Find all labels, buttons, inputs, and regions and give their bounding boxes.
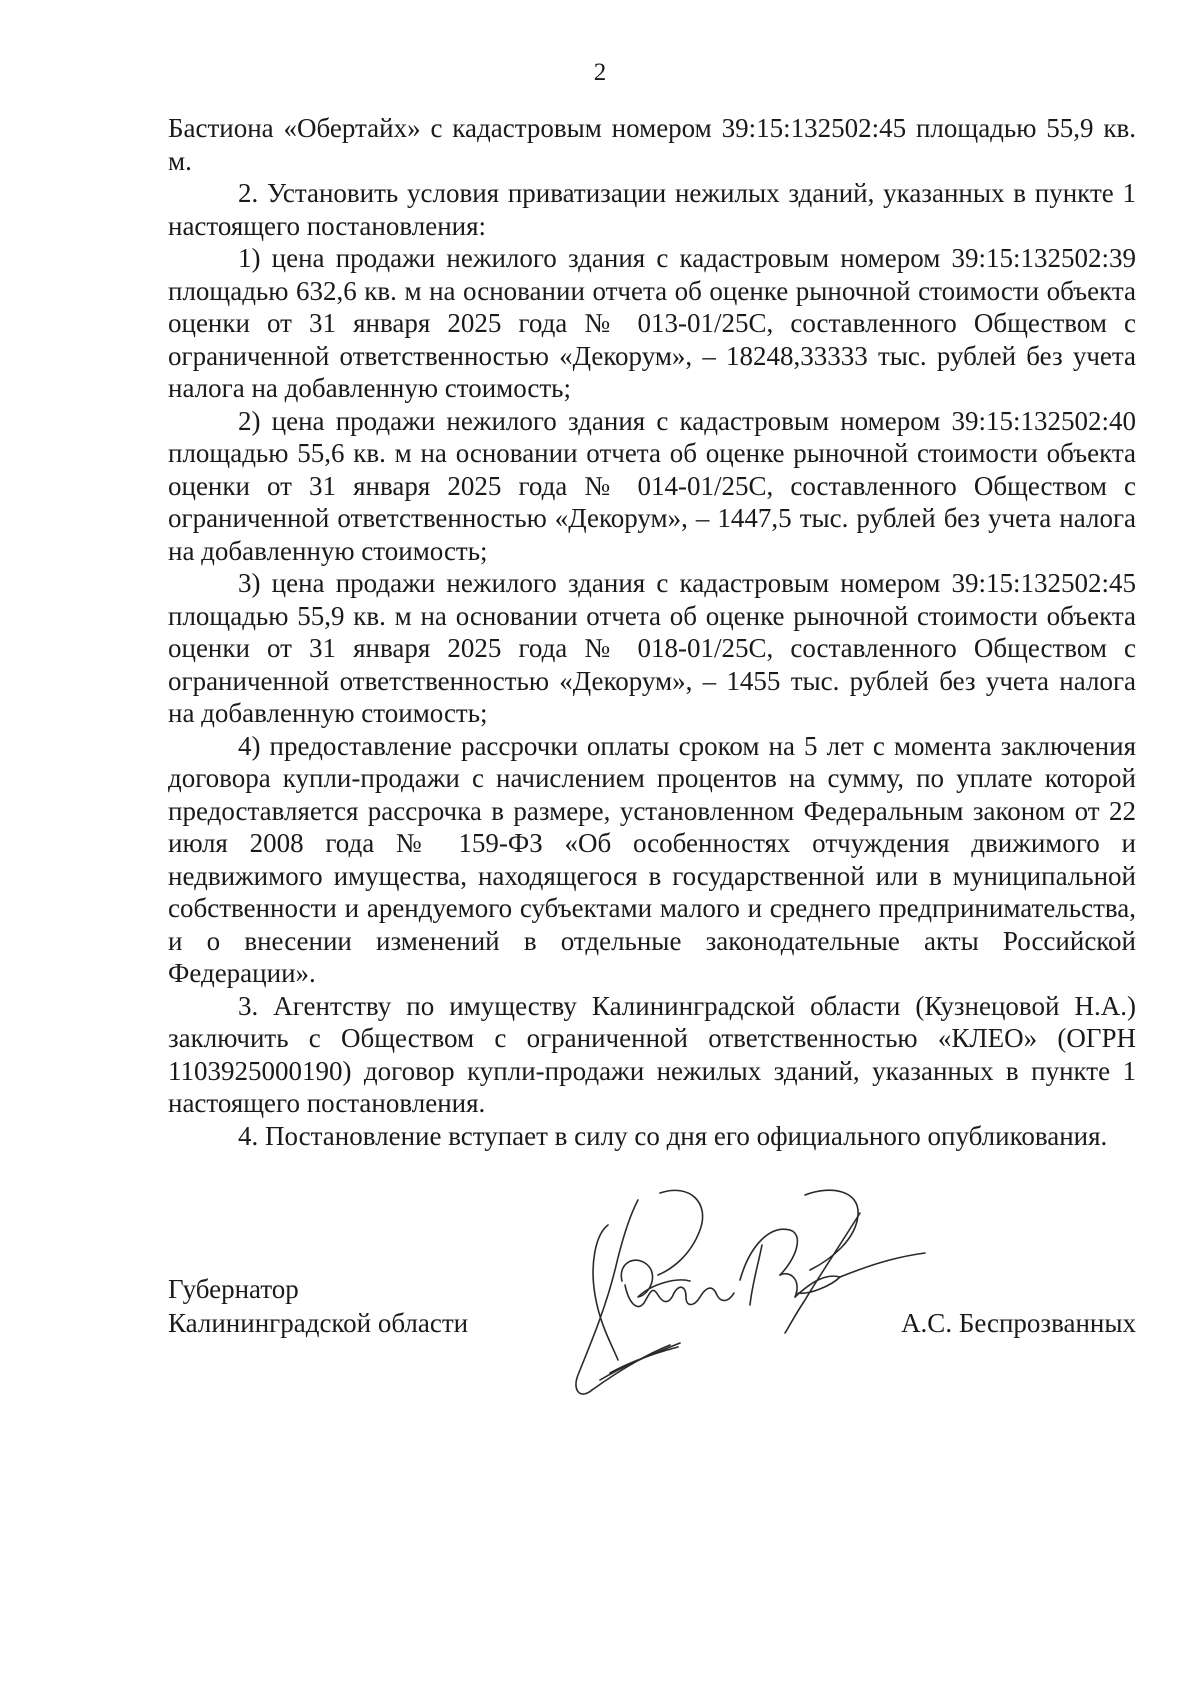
paragraph-continuation: Бастиона «Обертайх» с кадастровым номером 39:15:132502:45 площадью 55,9 кв. м. — [168, 113, 1136, 176]
document-body — [168, 112, 1136, 1152]
signatory-position-line2: Калининградской области — [168, 1308, 469, 1338]
signature-block — [168, 1273, 1136, 1353]
paragraph-item-4: 4. Постановление вступает в силу со дня его официального опубликования. — [238, 1120, 1108, 1151]
paragraph-subitem-3: 3) цена продажи нежилого здания с кадастровым номером 39:15:132502:45 площадью 55,9 кв. м на основании отчета об оценке рыночной стоимости объекта оценки от 31 января 2025 года № 018-01/25С, составленного Обществом с ограниченной ответственностью «Декорум», – 1455 тыс. рублей без учета налога на добавленную стоимость; — [168, 568, 1136, 728]
page-number: 2 — [593, 59, 607, 86]
paragraph-item-2: 2. Установить условия приватизации нежилых зданий, указанных в пункте 1 настоящего постановления: — [168, 178, 1136, 241]
paragraph-item-3: 3. Агентству по имуществу Калининградской области (Кузнецовой Н.А.) заключить с Обществом с ограниченной ответственностью «КЛЕО» (ОГРН 1103925000190) договор купли-продажи нежилых зданий, указанных в пункте 1 настоящего постановления. — [168, 990, 1136, 1118]
paragraph-subitem-1: 1) цена продажи нежилого здания с кадастровым номером 39:15:132502:39 площадью 632,6 кв. м на основании отчета об оценке рыночной стоимости объекта оценки от 31 января 2025 года № 013-01/25С, составленного Обществом с ограниченной ответственностью «Декорум», – 18248,33333 тыс. рублей без учета налога на добавленную стоимость; — [168, 243, 1136, 403]
paragraph-subitem-4: 4) предоставление рассрочки оплаты сроком на 5 лет с момента заключения договора купли-продажи с начислением процентов на сумму, по уплате которой предоставляется рассрочка в размере, установленном Федеральным законом от 22 июля 2008 года № 159-ФЗ «Об особенностях отчуждения движимого и недвижимого имущества, находящегося в государственной или в муниципальной собственности и арендуемого субъектами малого и среднего предпринимательства, и о внесении изменений в отдельные законодательные акты Российской Федерации». — [168, 730, 1136, 988]
signatory-position-line1: Губернатор — [168, 1274, 299, 1304]
paragraph-subitem-2: 2) цена продажи нежилого здания с кадастровым номером 39:15:132502:40 площадью 55,6 кв. м на основании отчета об оценке рыночной стоимости объекта оценки от 31 января 2025 года № 014-01/25С, составленного Обществом с ограниченной ответственностью «Декорум», – 1447,5 тыс. рублей без учета налога на добавленную стоимость; — [168, 405, 1136, 566]
signatory-name: А.С. Беспрозванных — [901, 1308, 1136, 1338]
